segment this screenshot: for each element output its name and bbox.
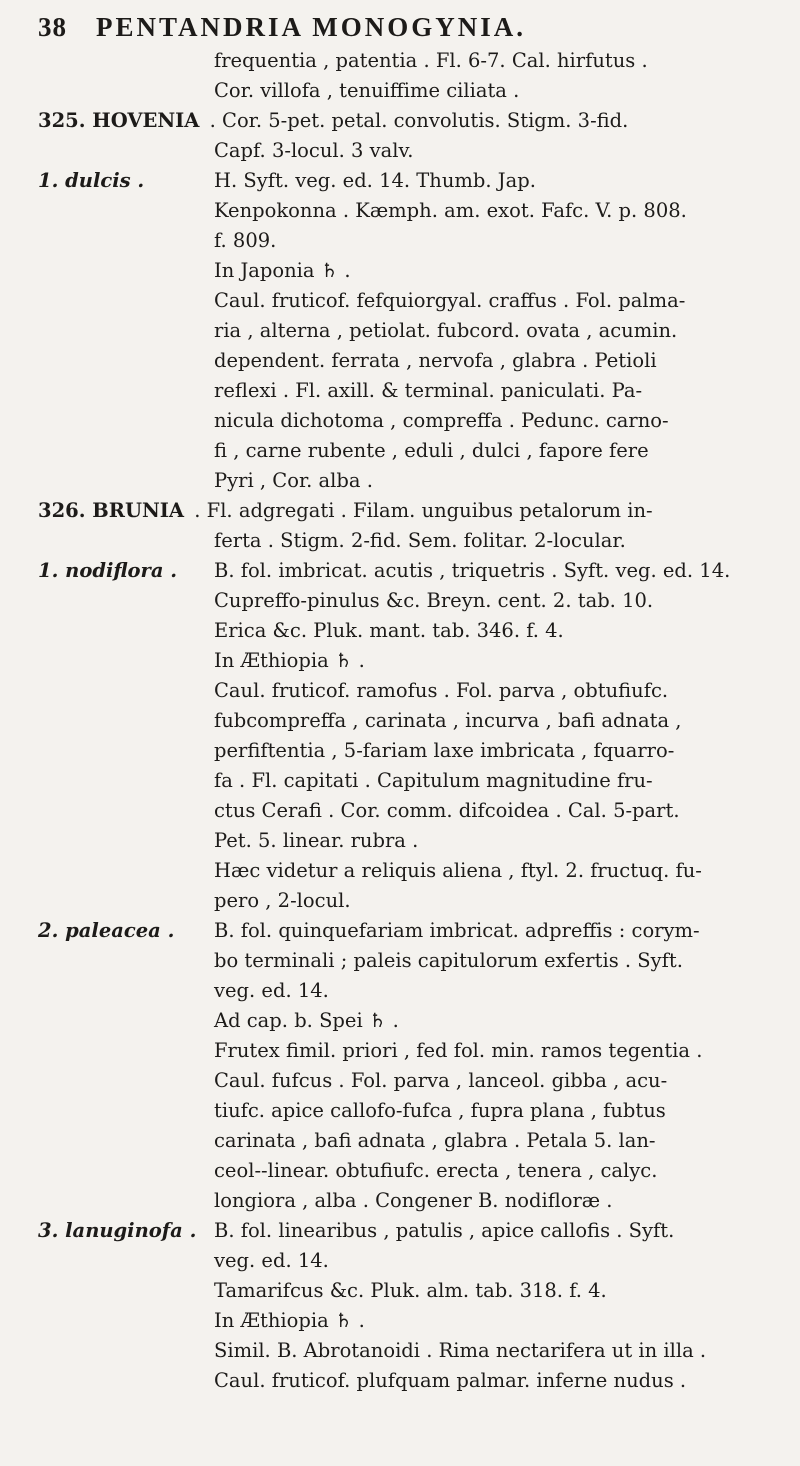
line-text: B. fol. linearibus , patulis , apice callofis . Syft. xyxy=(214,1219,675,1242)
line-text: Tamarifcus &c. Pluk. alm. tab. 318. f. 4. xyxy=(214,1279,607,1302)
line-text: In Japonia ♄ . xyxy=(214,259,351,282)
line-text: Ad cap. b. Spei ♄ . xyxy=(214,1009,399,1032)
text-line xyxy=(38,108,628,134)
line-text: veg. ed. 14. xyxy=(214,979,329,1002)
line-text: Erica &c. Pluk. mant. tab. 346. f. 4. xyxy=(214,619,564,642)
line-text: f. 809. xyxy=(214,229,277,252)
running-title: PENTANDRIA MONOGYNIA. xyxy=(96,12,527,42)
species-label: 1. nodiflora . xyxy=(38,559,178,582)
line-text: carinata , bafi adnata , glabra . Petala 5. lan- xyxy=(214,1129,656,1152)
genus-description: . Fl. adgregati . Filam. unguibus petalorum in- xyxy=(188,499,653,522)
page-number: 38 xyxy=(38,12,67,42)
line-text: H. Syft. veg. ed. 14. Thumb. Jap. xyxy=(214,169,536,192)
line-text: Cor. villofa , tenuiffime ciliata . xyxy=(214,79,520,102)
line-text: ferta . Stigm. 2-fid. Sem. folitar. 2-locular. xyxy=(214,529,626,552)
line-text: pero , 2-locul. xyxy=(214,889,351,912)
line-text: Caul. fruticof. plufquam palmar. inferne nudus . xyxy=(214,1369,687,1392)
line-text: dependent. ferrata , nervofa , glabra . Petioli xyxy=(214,349,657,372)
line-text: ria , alterna , petiolat. fubcord. ovata , acumin. xyxy=(214,319,678,342)
line-text: fi , carne rubente , eduli , dulci , fapore fere xyxy=(214,439,649,462)
line-text: fa . Fl. capitati . Capitulum magnitudine fru- xyxy=(214,769,653,792)
line-text: Frutex fimil. priori , fed fol. min. ramos tegentia . xyxy=(214,1039,703,1062)
line-text: reflexi . Fl. axill. & terminal. paniculati. Pa- xyxy=(214,379,643,402)
line-text: nicula dichotoma , compreffa . Pedunc. carno- xyxy=(214,409,669,432)
line-text: longiora , alba . Congener B. nodifloræ . xyxy=(214,1189,613,1212)
genus-heading: 326. BRUNIA xyxy=(38,499,185,522)
line-text: Kenpokonna . Kæmph. am. exot. Fafc. V. p. 808. xyxy=(214,199,687,222)
line-text: Cupreffo-pinulus &c. Breyn. cent. 2. tab. 10. xyxy=(214,589,654,612)
line-text: tiufc. apice callofo-fufca , fupra plana , fubtus xyxy=(214,1099,666,1122)
line-text: B. fol. imbricat. acutis , triquetris . Syft. veg. ed. 14. xyxy=(214,559,731,582)
genus-description: . Cor. 5-pet. petal. convolutis. Stigm. 3-fid. xyxy=(203,109,629,132)
line-text: ceol--linear. obtufiufc. erecta , tenera , calyc. xyxy=(214,1159,658,1182)
line-text: perfiftentia , 5-fariam laxe imbricata , fquarro- xyxy=(214,739,675,762)
line-text: frequentia , patentia . Fl. 6-7. Cal. hirfutus . xyxy=(214,49,648,72)
line-text: Capf. 3-locul. 3 valv. xyxy=(214,139,414,162)
line-text: In Æthiopia ♄ . xyxy=(214,1309,365,1332)
line-text: Caul. fruticof. ramofus . Fol. parva , obtufiufc. xyxy=(214,679,669,702)
genus-heading: 325. HOVENIA xyxy=(38,109,200,132)
line-text: Caul. fruticof. fefquiorgyal. craffus . Fol. palma- xyxy=(214,289,686,312)
line-text: In Æthiopia ♄ . xyxy=(214,649,365,672)
line-text: fubcompreffa , carinata , incurva , bafi adnata , xyxy=(214,709,682,732)
line-text: Simil. B. Abrotanoidi . Rima nectarifera ut in illa . xyxy=(214,1339,707,1362)
species-label: 2. paleacea . xyxy=(38,919,175,942)
line-text: Pyri , Cor. alba . xyxy=(214,469,373,492)
text-line xyxy=(38,498,653,524)
line-text: bo terminali ; paleis capitulorum exfertis . Syft. xyxy=(214,949,683,972)
line-text: veg. ed. 14. xyxy=(214,1249,329,1272)
line-text: ctus Cerafi . Cor. comm. difcoidea . Cal. 5-part. xyxy=(214,799,680,822)
species-label: 1. dulcis . xyxy=(38,169,145,192)
line-text: Caul. fufcus . Fol. parva , lanceol. gibba , acu- xyxy=(214,1069,668,1092)
line-text: Hæc videtur a reliquis aliena , ftyl. 2. fructuq. fu- xyxy=(214,859,702,882)
page-header xyxy=(38,12,778,52)
line-text: B. fol. quinquefariam imbricat. adpreffis : corym- xyxy=(214,919,700,942)
line-text: Pet. 5. linear. rubra . xyxy=(214,829,419,852)
species-label: 3. lanuginofa . xyxy=(38,1219,197,1242)
